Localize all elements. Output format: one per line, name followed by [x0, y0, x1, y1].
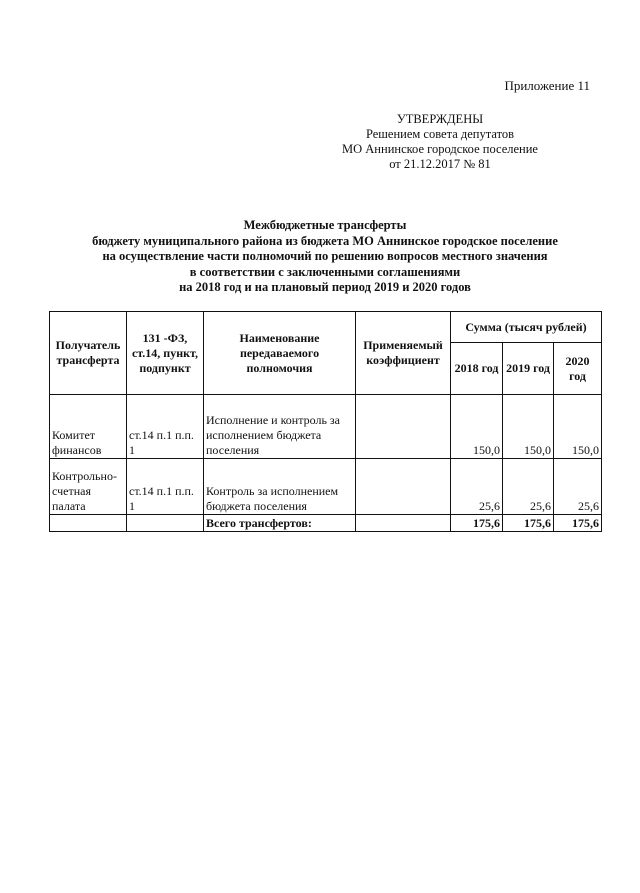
approval-municipality: МО Аннинское городское поселение	[342, 142, 538, 156]
total-value-2020: 175,6	[554, 515, 602, 532]
document-title	[60, 218, 590, 296]
row-coefficient	[356, 395, 451, 459]
total-row	[50, 515, 602, 532]
title-line-1: Межбюджетные трансферты	[243, 218, 407, 232]
row-value-2018: 25,6	[451, 459, 503, 515]
header-recipient: Получатель трансферта	[50, 312, 127, 395]
row-coefficient	[356, 459, 451, 515]
title-line-5: на 2018 год и на плановый период 2019 и 2020 годов	[179, 280, 471, 294]
row-value-2020: 25,6	[554, 459, 602, 515]
total-empty-cell	[356, 515, 451, 532]
row-authority-name: Контроль за исполнением бюджета поселения	[204, 459, 356, 515]
approval-heading: УТВЕРЖДЕНЫ	[396, 112, 484, 126]
row-value-2018: 150,0	[451, 395, 503, 459]
transfers-table	[49, 311, 602, 532]
row-law-reference: ст.14 п.1 п.п. 1	[127, 395, 204, 459]
appendix-label: Приложение 11	[504, 78, 590, 93]
row-value-2019: 25,6	[503, 459, 554, 515]
header-coefficient: Применяемый коэффициент	[356, 312, 451, 395]
title-line-4: в соответствии с заключенными соглашениями	[189, 264, 461, 279]
header-year-2019: 2019 год	[503, 343, 554, 395]
header-law-reference: 131 -ФЗ, ст.14, пункт, подпункт	[127, 312, 204, 395]
total-empty-cell	[50, 515, 127, 532]
total-value-2019: 175,6	[503, 515, 554, 532]
approval-decision: Решением совета депутатов	[365, 127, 515, 141]
total-empty-cell	[127, 515, 204, 532]
header-sum: Сумма (тысяч рублей)	[451, 312, 602, 343]
approval-date-number: от 21.12.2017 № 81	[389, 157, 491, 171]
header-year-2020: 2020 год	[554, 343, 602, 395]
row-law-reference: ст.14 п.1 п.п. 1	[127, 459, 204, 515]
row-recipient: Контрольно-счетная палата	[50, 459, 127, 515]
row-authority-name: Исполнение и контроль за исполнением бюджета поселения	[204, 395, 356, 459]
table-row	[50, 395, 602, 459]
header-year-2018: 2018 год	[451, 343, 503, 395]
title-line-3: на осуществление части полномочий по решению вопросов местного значения	[102, 249, 548, 263]
row-value-2019: 150,0	[503, 395, 554, 459]
title-line-2: бюджету муниципального района из бюджета МО Аннинское городское поселение	[92, 233, 558, 248]
total-value-2018: 175,6	[451, 515, 503, 532]
header-authority-name: Наименование передаваемого полномочия	[204, 312, 356, 395]
row-recipient: Комитет финансов	[50, 395, 127, 459]
table-row	[50, 459, 602, 515]
row-value-2020: 150,0	[554, 395, 602, 459]
approval-block	[290, 112, 590, 172]
total-label: Всего трансфертов:	[204, 515, 356, 532]
